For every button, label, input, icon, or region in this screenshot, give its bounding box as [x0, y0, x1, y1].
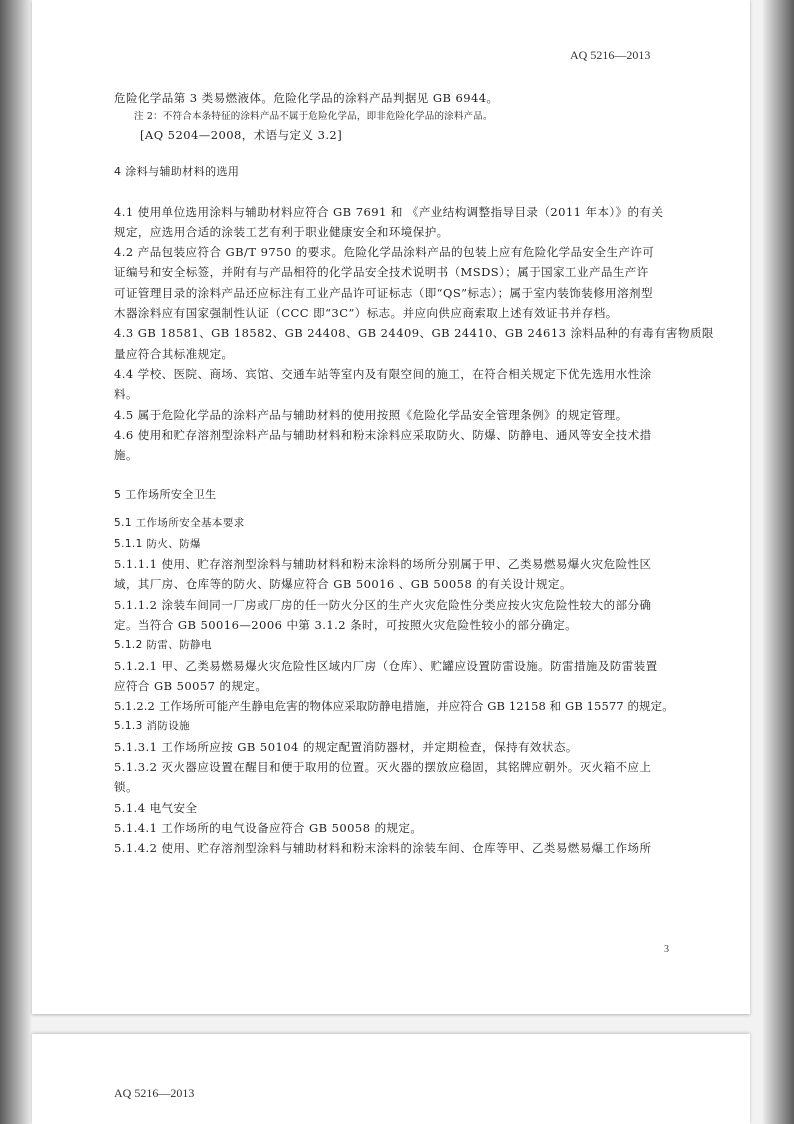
paragraph-line: 4.1 使用单位选用涂料与辅助材料应符合 GB 7691 和 《产业结构调整指导目录（2011 年本）》的有关 — [114, 204, 664, 219]
paragraph-line: 证编号和安全标签，并附有与产品相符的化学品安全技术说明书（MSDS）；属于国家工业产品生产许 — [114, 265, 649, 280]
clause-4-1 — [114, 202, 690, 243]
clause-5-1-2-2: 5.1.2.2 工作场所可能产生静电危害的物体应采取防静电措施，并应符合 GB 12158 和 GB 15577 的规定。 — [114, 699, 674, 714]
paragraph-line: 量应符合其标准规定。 — [114, 346, 234, 361]
paragraph-line: 危险化学品第 3 类易燃液体。危险化学品的涂料产品判据见 GB 6944。 — [114, 91, 499, 105]
page-header-standard-code: AQ 5216—2013 — [570, 48, 651, 62]
clause-5-1-3-2 — [114, 757, 690, 798]
paragraph-line: 4.4 学校、医院、商场、宾馆、交通车站等室内及有限空间的施工，在符合相关规定下优先选用水性涂 — [114, 366, 652, 381]
paragraph-line: 木器涂料应有国家强制性认证（CCC 即“3C”）标志。并应向供应商索取上述有效证书并存档。 — [114, 306, 618, 321]
paragraph-line: 料。 — [114, 387, 138, 402]
note-2: 注 2：不符合本条特征的涂料产品不属于危险化学品，即非危险化学品的涂料产品。 — [134, 111, 493, 123]
clause-4-5: 4.5 属于危险化学品的涂料产品与辅助材料的使用按照《危险化学品安全管理条例》的规定管理。 — [114, 407, 628, 422]
paragraph-line: 5.1.1.1 使用、贮存溶剂型涂料与辅助材料和粉末涂料的场所分别属于甲、乙类易燃易爆火灾危险性区 — [114, 557, 652, 572]
page-header-standard-code: AQ 5216—2013 — [114, 1086, 195, 1100]
paragraph-line: 锁。 — [114, 780, 138, 795]
paragraph-line: 域，其厂房、仓库等的防火、防爆应符合 GB 50016 、GB 50058 的有关设计规定。 — [114, 577, 572, 592]
paragraph-line: 4.6 使用和贮存溶剂型涂料产品与辅助材料和粉末涂料应采取防火、防爆、防静电、通风等安全技术措 — [114, 427, 652, 442]
clause-4-2 — [114, 242, 690, 323]
paragraph-line: 施。 — [114, 448, 138, 463]
subsection-5-1-1-title: 5.1.1 防火、防爆 — [114, 537, 201, 550]
paragraph-line: 5.1.3.2 灭火器应设置在醒目和便于取用的位置。灭火器的摆放应稳固，其铭牌应朝外。灭火箱不应上 — [114, 760, 652, 775]
subsection-5-1-4-title: 5.1.4 电气安全 — [114, 800, 198, 815]
clause-5-1-2-1 — [114, 656, 690, 697]
clause-4-4 — [114, 364, 690, 405]
section-4-title: 4 涂料与辅助材料的选用 — [114, 164, 240, 178]
paragraph-line: 应符合 GB 50057 的规定。 — [114, 678, 268, 693]
paragraph-line: 4.3 GB 18581、GB 18582、GB 24408、GB 24409、GB 24410、GB 24613 涂料品种的有毒有害物质限 — [114, 326, 714, 341]
subsection-5-1-title: 5.1 工作场所安全基本要求 — [114, 517, 245, 530]
clause-4-3 — [114, 323, 714, 364]
paragraph-line: 可证管理目录的涂料产品还应标注有工业产品许可证标志（即“QS”标志）；属于室内装饰装修用溶剂型 — [114, 285, 653, 300]
clause-5-1-1-2 — [114, 595, 690, 636]
paragraph-line: 5.1.2.1 甲、乙类易燃易爆火灾危险性区域内厂房（仓库）、贮罐应设置防雷设施。防雷措施及防雷装置 — [114, 658, 658, 673]
paragraph-line: 4.2 产品包装应符合 GB/T 9750 的要求。危险化学品涂料产品的包装上应有危险化学品安全生产许可 — [114, 245, 655, 260]
section-5-title: 5 工作场所安全卫生 — [114, 488, 217, 502]
reference-citation: [AQ 5204—2008，术语与定义 3.2] — [140, 128, 343, 143]
subsection-5-1-2-title: 5.1.2 防雷、防静电 — [114, 639, 212, 652]
paragraph-line: 定。当符合 GB 50016—2006 中第 3.1.2 条时，可按照火灾危险性较小的部分确定。 — [114, 617, 578, 632]
document-page-3 — [32, 0, 750, 1014]
page-body — [114, 88, 714, 859]
paragraph-line: 规定，应选用合适的涂装工艺有利于职业健康安全和环境保护。 — [114, 224, 449, 239]
clause-5-1-4-1: 5.1.4.1 工作场所的电气设备应符合 GB 50058 的规定。 — [114, 820, 423, 835]
page-number: 3 — [664, 944, 669, 955]
paragraph-line: 5.1.1.2 涂装车间同一厂房或厂房的任一防火分区的生产火灾危险性分类应按火灾危险性较大的部分确 — [114, 597, 652, 612]
clause-4-6 — [114, 425, 690, 466]
subsection-5-1-3-title: 5.1.3 消防设施 — [114, 720, 191, 733]
clause-5-1-3-1: 5.1.3.1 工作场所应按 GB 50104 的规定配置消防器材，并定期检查，保持有效状态。 — [114, 739, 578, 754]
clause-5-1-1-1 — [114, 554, 690, 595]
clause-5-1-4-2: 5.1.4.2 使用、贮存溶剂型涂料与辅助材料和粉末涂料的涂装车间、仓库等甲、乙类易燃易爆工作场所 — [114, 841, 652, 856]
